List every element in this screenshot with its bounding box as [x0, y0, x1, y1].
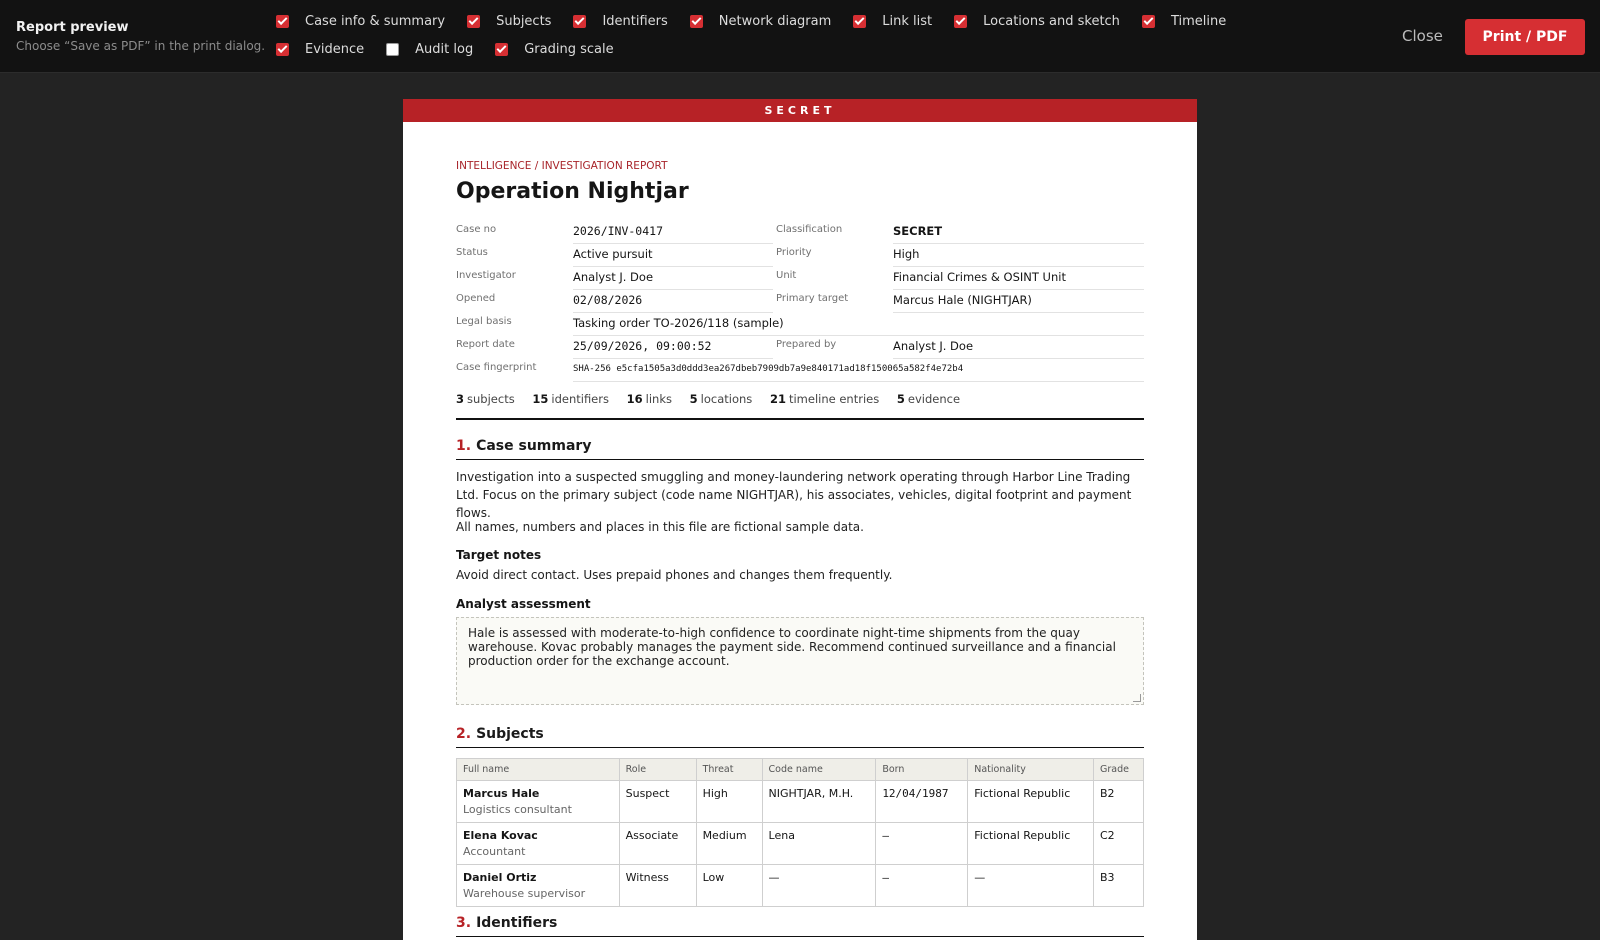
report-kicker: INTELLIGENCE / INVESTIGATION REPORT	[456, 160, 668, 172]
classification-banner: SECRET	[403, 99, 1197, 122]
classification-value: SECRET	[893, 221, 1144, 244]
option-label: Timeline	[1170, 13, 1227, 29]
checkbox-link-list[interactable]	[853, 15, 866, 28]
assessment-text: Hale is assessed with moderate-to-high confidence to coordinate night-time shipments from the quay warehouse. Kovac probably manages the payment side. Recommend continued surveillance and a financial production order for the exchange account.	[468, 626, 1116, 668]
table-row	[457, 823, 1144, 865]
checkbox-grading-scale[interactable]	[495, 43, 508, 56]
divider	[456, 418, 1144, 420]
option-locations[interactable]	[954, 12, 1120, 30]
meta-label: Prepared by	[776, 339, 837, 350]
section-title: Identifiers	[476, 915, 558, 931]
stat-identifiers: 15 identifiers	[532, 392, 609, 406]
option-subjects[interactable]	[467, 12, 551, 30]
subjects-table	[456, 758, 1144, 907]
subject-nationality: —	[968, 865, 1094, 907]
section-options	[276, 12, 1346, 58]
section-number: 3.	[456, 915, 472, 931]
meta-label: Classification	[776, 224, 843, 235]
checkbox-audit-log[interactable]	[386, 43, 399, 56]
subject-grade: C2	[1093, 823, 1143, 865]
close-button[interactable]: Close	[1402, 27, 1443, 45]
column-header: Nationality	[968, 759, 1094, 781]
table-header-row	[457, 759, 1144, 781]
subject-role: Associate	[619, 823, 696, 865]
report-date-value: 25/09/2026, 09:00:52	[573, 336, 773, 359]
status-value: Active pursuit	[573, 244, 773, 267]
prepared-by-value: Analyst J. Doe	[893, 336, 1144, 359]
option-audit-log[interactable]	[386, 40, 473, 58]
meta-row	[456, 313, 1144, 336]
meta-row	[456, 221, 1144, 244]
subject-name: Daniel Ortiz	[463, 871, 537, 884]
subject-name-cell	[457, 781, 620, 823]
checkbox-network-diagram[interactable]	[690, 15, 703, 28]
subject-born: –	[876, 865, 968, 907]
option-timeline[interactable]	[1142, 12, 1226, 30]
report-preview-toolbar	[0, 0, 1600, 73]
meta-row	[456, 290, 1144, 313]
option-label: Link list	[882, 13, 933, 29]
subject-nationality: Fictional Republic	[968, 781, 1094, 823]
subject-code-name: Lena	[762, 823, 876, 865]
option-label: Audit log	[415, 41, 474, 57]
checkbox-evidence[interactable]	[276, 43, 289, 56]
subject-threat: Medium	[696, 823, 762, 865]
subject-code-name: NIGHTJAR, M.H.	[762, 781, 876, 823]
meta-row	[456, 359, 1144, 382]
option-label: Grading scale	[524, 41, 614, 57]
checkbox-subjects[interactable]	[467, 15, 480, 28]
meta-label: Case no	[456, 224, 497, 235]
subject-occupation: Accountant	[463, 845, 526, 858]
subject-name-cell	[457, 823, 620, 865]
stat-subjects: 3 subjects	[456, 392, 515, 406]
checkbox-timeline[interactable]	[1142, 15, 1155, 28]
investigator-value: Analyst J. Doe	[573, 267, 773, 290]
subject-role: Suspect	[619, 781, 696, 823]
case-stats	[456, 392, 974, 406]
option-grading-scale[interactable]	[495, 40, 613, 58]
meta-row	[456, 244, 1144, 267]
subject-threat: High	[696, 781, 762, 823]
analyst-assessment-textarea[interactable]	[456, 617, 1144, 705]
section-number: 2.	[456, 726, 472, 742]
case-no-value: 2026/INV-0417	[573, 221, 773, 244]
column-header: Threat	[696, 759, 762, 781]
option-link-list[interactable]	[853, 12, 932, 30]
subject-occupation: Warehouse supervisor	[463, 887, 586, 900]
subject-role: Witness	[619, 865, 696, 907]
primary-target-value: Marcus Hale (NIGHTJAR)	[893, 290, 1144, 313]
summary-disclaimer: All names, numbers and places in this file are fictional sample data.	[456, 520, 864, 534]
section-title: Case summary	[476, 438, 592, 454]
target-notes-heading: Target notes	[456, 548, 542, 562]
stat-links: 16 links	[626, 392, 672, 406]
meta-label: Primary target	[776, 293, 849, 304]
meta-label: Case fingerprint	[456, 362, 537, 373]
checkbox-locations[interactable]	[954, 15, 967, 28]
report-page	[403, 99, 1197, 940]
table-row	[457, 865, 1144, 907]
subject-born: 12/04/1987	[876, 781, 968, 823]
column-header: Born	[876, 759, 968, 781]
stat-timeline: 21 timeline entries	[769, 392, 880, 406]
option-network-diagram[interactable]	[690, 12, 831, 30]
stat-evidence: 5 evidence	[896, 392, 961, 406]
subject-name-cell	[457, 865, 620, 907]
column-header: Full name	[457, 759, 620, 781]
target-notes-text: Avoid direct contact. Uses prepaid phones and changes them frequently.	[456, 568, 893, 582]
subject-occupation: Logistics consultant	[463, 803, 572, 816]
subject-name: Marcus Hale	[463, 787, 540, 800]
table-row	[457, 781, 1144, 823]
subject-nationality: Fictional Republic	[968, 823, 1094, 865]
meta-label: Opened	[456, 293, 496, 304]
meta-row	[456, 336, 1144, 359]
meta-label: Priority	[776, 247, 812, 258]
priority-value: High	[893, 244, 1144, 267]
option-evidence[interactable]	[276, 40, 364, 58]
checkbox-case-info[interactable]	[276, 15, 289, 28]
report-title: Operation Nightjar	[456, 179, 689, 204]
summary-paragraph: Investigation into a suspected smuggling and money-laundering network operating through Harbor Line Trading Ltd. Focus on the primary subject (code name NIGHTJAR), his associates, vehicles, digital footprint and payment flows.	[456, 470, 1132, 520]
print-pdf-button[interactable]: Print / PDF	[1465, 19, 1585, 55]
checkbox-identifiers[interactable]	[573, 15, 586, 28]
section-heading-identifiers	[456, 915, 1144, 937]
column-header: Role	[619, 759, 696, 781]
column-header: Grade	[1093, 759, 1143, 781]
toolbar-title: Report preview	[16, 20, 129, 35]
subject-grade: B3	[1093, 865, 1143, 907]
option-case-info[interactable]	[276, 12, 445, 30]
section-title: Subjects	[476, 726, 544, 742]
section-heading-subjects	[456, 726, 1144, 748]
meta-row	[456, 267, 1144, 290]
subject-threat: Low	[696, 865, 762, 907]
option-label: Network diagram	[718, 13, 832, 29]
subject-name: Elena Kovac	[463, 829, 538, 842]
option-label: Identifiers	[602, 13, 668, 29]
meta-label: Investigator	[456, 270, 516, 281]
fingerprint-value: SHA-256 e5cfa1505a3d0ddd3ea267dbeb7909db7a9e840171ad18f150065a582f4e72b4	[573, 359, 1144, 382]
subject-grade: B2	[1093, 781, 1143, 823]
opened-value: 02/08/2026	[573, 290, 773, 313]
meta-label: Legal basis	[456, 316, 512, 327]
stat-locations: 5 locations	[689, 392, 753, 406]
option-label: Case info & summary	[305, 13, 446, 29]
section-number: 1.	[456, 438, 472, 454]
option-label: Evidence	[305, 41, 365, 57]
subject-code-name: —	[762, 865, 876, 907]
unit-value: Financial Crimes & OSINT Unit	[893, 267, 1144, 290]
meta-label: Status	[456, 247, 488, 258]
option-label: Subjects	[496, 13, 552, 29]
toolbar-subtitle: Choose “Save as PDF” in the print dialog.	[16, 39, 266, 53]
legal-basis-value: Tasking order TO-2026/118 (sample)	[573, 313, 1144, 336]
meta-label: Unit	[776, 270, 797, 281]
meta-label: Report date	[456, 339, 515, 350]
subject-born: –	[876, 823, 968, 865]
resize-grip-icon[interactable]	[1133, 694, 1141, 702]
option-identifiers[interactable]	[573, 12, 667, 30]
analyst-assessment-heading: Analyst assessment	[456, 597, 591, 611]
option-label: Locations and sketch	[983, 13, 1120, 29]
column-header: Code name	[762, 759, 876, 781]
section-heading-case-summary	[456, 438, 1144, 460]
